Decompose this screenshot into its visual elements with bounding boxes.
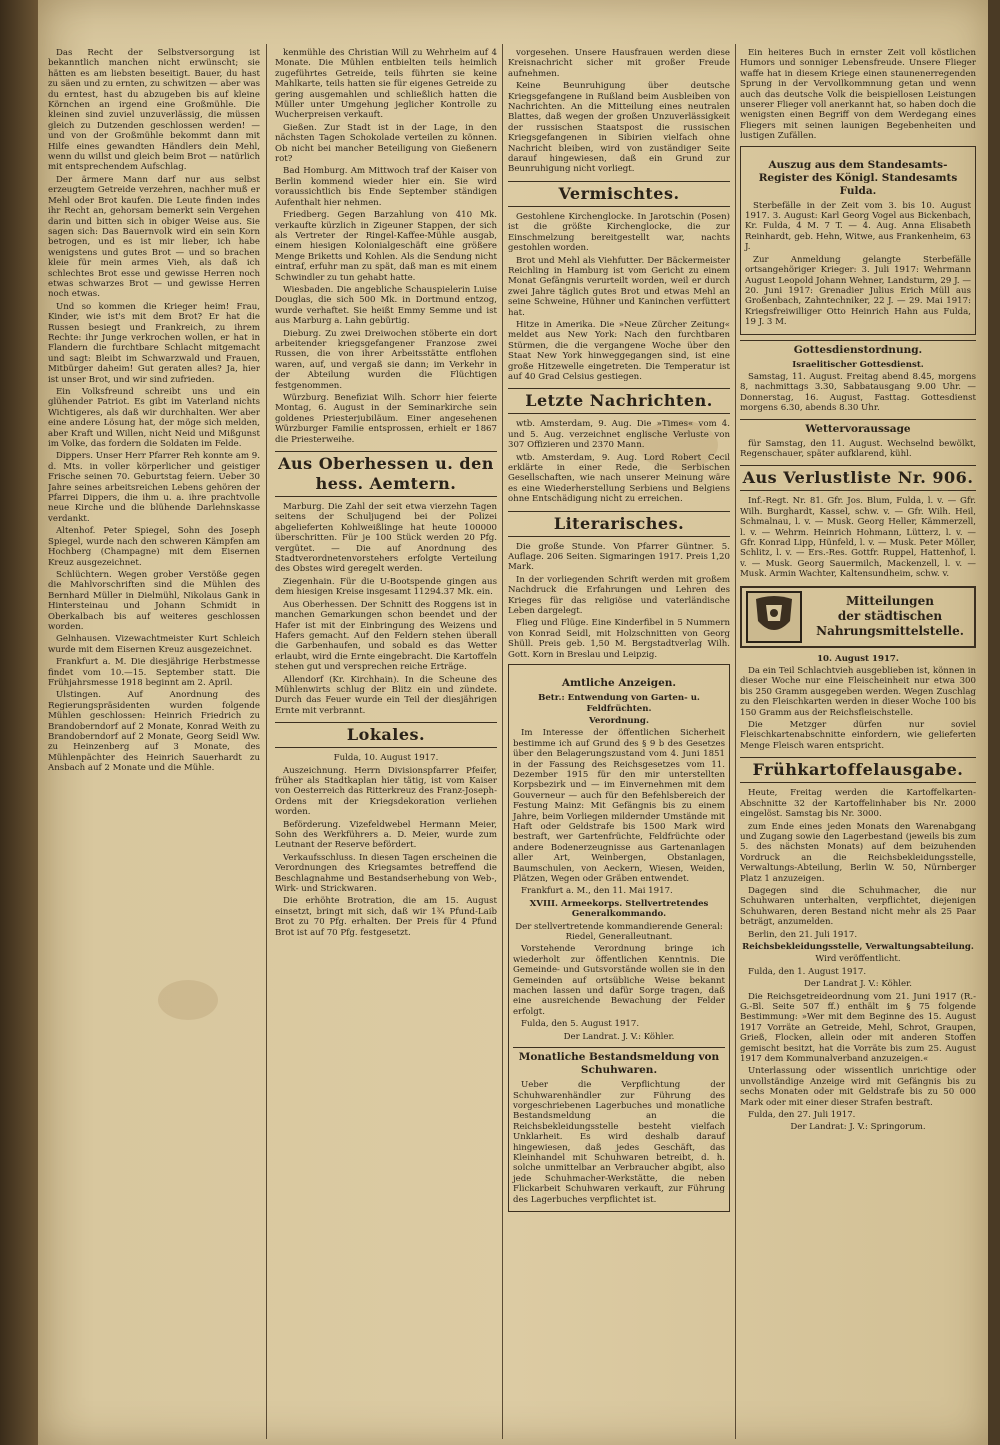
section-heading-amtliche-anzeigen: Amtliche Anzeigen. — [561, 677, 677, 690]
section-heading-letzte-nachrichten: Letzte Nachrichten. — [508, 388, 730, 414]
notice-signature: Der Landrat: J. V.: Springorum. — [790, 1122, 926, 1133]
wire-report: wtb. Amsterdam, 9. Aug. Lord Robert Cecil erklärte in einer Rede, die Serbischen Gesellschaften, wie nach unserer Meinung wäre es eine Wiederherstellung Serbiens und Belgiens ohne Entschädigung nicht zu erreichen. — [508, 452, 730, 505]
news-marburg: Marburg. Die Zahl der seit etwa vierzehn Tagen seitens der Schuljugend bei der Polizei abgelieferten Kohlweißlinge hat heute 100000 überschritten. Für je 100 Stück werden 20 Pfg. vergütet. — Die auf Anordnung des Stadtverordnetenvorstehers erfolgte Verteilung des Obstes wird geregelt werden. — [275, 502, 497, 575]
book-promo: Ein heiteres Buch in ernster Zeit voll köstlichen Humors und sonniger Lebensfreude. Unsere Flieger waffe hat in diesem Kriege einen staunenerregenden Sprung in der Vervollkommnung getan und wenn auch das deutsche Volk die beispiellosen Leistungen unserer Flieger voll anerkannt hat, so haben doch die wenigsten einen Begriff von dem Werdegang eines Fliegers mit seinen launigen Begebenheiten und lustigen Zufällen. — [740, 48, 976, 142]
section-heading-wetter: Wettervoraussage — [740, 419, 976, 436]
column-rule — [502, 44, 503, 1439]
section-heading-oberhessen: Aus Oberhessen u. den hess. Aemtern. — [275, 451, 497, 497]
notice-text: Im Interesse der öffentlichen Sicherheit bestimme ich auf Grund des § 9 b des Gesetzes über den Belagerungszustand vom 4. Juni 1851 in der Fassung des Reichsgesetzes vom 11. Dezember 1915 für den mir unterstellten Korpsbezirk und — im Einvernehmen mit dem Gouverneur — auch für den Befehlsbereich der Festung Mainz: Mit Gefängnis bis zu einem Jahre, beim Vorliegen mildernder Umstände mit Haft oder Geldstrafe bis 1500 Mark wird bestraft, wer Gartenfrüchte, Feldfrüchte oder andere Bodenerzeugnisse aus Gartenanlagen aller Art, Weinbergen, Obstanlagen, Baumschulen, von Aeckern, Wiesen, Weiden, Plätzen, Wegen oder Gräben entwendet. — [513, 728, 725, 884]
column-rule — [735, 44, 736, 1439]
official-notice-box — [508, 664, 730, 1212]
notice-signature: Der Landrat J. V.: Köhler. — [803, 979, 913, 990]
local-news-dippers: Dippers. Unser Herr Pfarrer Reh konnte am 9. d. Mts. in voller körperlicher und geistiger Frische seinen 70. Geburtstag feiern. Ueber 30 Jahre seines arbeitsreichen Lebens gehören der Pfarrei Dippers, die ihm u. a. ihre prachtvolle neue Kirche und die blühende Darlehnskasse verdankt. — [48, 451, 260, 524]
notice-dateline: Berlin, den 21. Juli 1917. — [748, 929, 858, 940]
article-paragraph: Ein Volksfreund schreibt uns und ein glühender Patriot. Es gibt im Vaterland nichts Wichtigeres, als daß wir durchhalten. Wer aber eine andere Lösung hat, der möge sich melden, aber Kraft und Willen, nicht Neid und Mißgunst im Volke, das fordern die Soldaten im Felde. — [48, 387, 260, 450]
butcher-notice: Die Metzger dürfen nur soviel Fleischkartenabschnitte einfordern, wie gelieferten Menge Fleisch waren entspricht. — [740, 720, 976, 751]
local-news-gelnhausen: Gelnhausen. Vizewachtmeister Kurt Schleich wurde mit dem Eisernen Kreuz ausgezeichnet. — [48, 634, 260, 655]
article-paragraph: Das Recht der Selbstversorgung ist bekanntlich manchen nicht erwünscht; sie hätten es am liebsten beseitigt. Bauer, du hast zu säen und zu ernten, zu schwitzen — aber was du erntest, hast du abzugeben bis auf kleine Körnchen an irgend eine Großmühle. Die kleinen sind zuviel unzuverlässig, die müssen gleich zu Dutzenden geschlossen werden! — und von der Großmühle bekommt dann mit Hilfe eines gewandten Händlers dein Mehl, wenn du willst und gleich beim Brot — natürlich mit entsprechendem Aufschlag. — [48, 48, 260, 173]
notice-signature: Der Landrat. J. V.: Köhler. — [563, 1031, 675, 1042]
potato-distribution: Heute, Freitag werden die Kartoffelkarten-Abschnitte 32 der Kartoffelinhaber bis Nr. 2000 eingelöst. Samstag bis Nr. 3000. — [740, 788, 976, 820]
notice-date: 10. August 1917. — [817, 653, 899, 664]
misc-viehfutter: Brot und Mehl als Viehfutter. Der Bäckermeister Reichling in Hamburg ist vom Gericht zu einem Monat Gefängnis verurteilt worden, weil er durch zwei Jahre täglich gutes Brot und etwas Mehl an seine Schweine, Hühner und Kaninchen verfüttert hat. — [508, 255, 730, 318]
heraldic-emblem-icon — [746, 591, 802, 643]
misc-hitze-amerika: Hitze in Amerika. Die »Neue Zürcher Zeitung« meldet aus New York: Nach den furchtbaren Stürmen, die die vergangene Woche über den Staat New York hinweggegangen sind, ist eine große Hitzewelle eingetreten. Die Temperatur ist auf 40 Grad Celsius gestiegen. — [508, 319, 730, 382]
news-allendorf: Allendorf (Kr. Kirchhain). In die Scheune des Mühlenwirts schlug der Blitz ein und zündete. Durch das Feuer wurde ein Teil der diesjährigen Ernte mit verbrannt. — [275, 674, 497, 716]
section-heading-fruehkartoffel: Frühkartoffelausgabe. — [740, 757, 976, 783]
book-review-title: Die große Stunde. Von Pfarrer Güntner. 5. Auflage. 206 Seiten. Sigmaringen 1917. Preis 1,20 Mark. — [508, 541, 730, 573]
notice-signature: Reichsbekleidungsstelle, Verwaltungsabteilung. — [742, 941, 974, 952]
column-1 — [48, 48, 260, 1433]
section-heading-vermischtes: Vermischtes. — [508, 181, 730, 207]
section-heading-lokales: Lokales. — [275, 722, 497, 748]
weather-forecast: für Samstag, den 11. August. Wechselnd bewölkt, Regenschauer, später aufklarend, kühl. — [740, 438, 976, 459]
section-heading-schuhwaren: Monatliche Bestandsmeldung von Schuhwaren. — [513, 1047, 725, 1077]
local-news-frankfurt: Frankfurt a. M. Die diesjährige Herbstmesse findet vom 10.—15. September statt. Die Frühjahrsmesse 1918 beginnt am 2. April. — [48, 657, 260, 688]
section-heading-literarisches: Literarisches. — [508, 511, 730, 537]
article-paragraph: Und so kommen die Krieger heim! Frau, Kinder, wie ist's mit dem Brot? Er hat die Russen besiegt und Frankreich, zu ihrem Rechte: ihr Junge verkrochen wollen, er hat in Flandern die furchtbare Schlacht mitgemacht und sagt: Bleibt im Schwarzwald und Frauen, Mitbürger daheim! Gut geraten alles? Ja, hier ist unser Brot, und wir sind zufrieden. — [48, 301, 260, 385]
subheading-israelitisch: Israelitischer Gottesdienst. — [792, 359, 924, 370]
column-4 — [740, 48, 976, 1433]
article-paragraph: vorgesehen. Unsere Hausfrauen werden diese Kreisnachricht sicher mit großer Freude aufnehmen. — [508, 48, 730, 79]
notice-signature: Der stellvertretende kommandierende General: Riedel, Generalleutnant. — [515, 921, 723, 943]
news-giessen: Gießen. Zur Stadt ist in der Lage, in den nächsten Tagen Schokolade verteilen zu können. Ob nicht bei mancher Beteiligung von Gießenern rot? — [275, 122, 497, 165]
news-friedberg: Friedberg. Gegen Barzahlung von 410 Mk. verkaufte kürzlich in Zigeuner Stappen, der sich als Vertreter der Ringel-Kaffee-Mühle ausgab, einem hiesigen Kolonialgeschäft eine größere Menge Briketts und Kohlen. Als die Sendung nicht eintraf, erfuhr man zu spät, daß man es mit einem Schwindler zu tun gehabt hatte. — [275, 210, 497, 283]
notice-text: Die Reichsgetreideordnung vom 21. Juni 1917 (R.-G.-Bl. Seite 507 ff.) enthält im § 75 folgende Bestimmung: »Wer mit dem Beginne des 15. August 1917 Vorräte an Getreide, Mehl, Schrot, Graupen, Grieß, Flocken, allein oder mit anderen Stoffen gemischt besitzt, hat die Vorräte bis zum 25. August 1917 dem Kommunalverband anzuzeigen.« — [740, 991, 976, 1065]
notice-dateline: Frankfurt a. M., den 11. Mai 1917. — [521, 886, 673, 897]
news-wiesbaden: Wiesbaden. Die angebliche Schauspielerin Luise Douglas, die sich 500 Mk. in Dortmund entzog, wurde verhaftet. Sie heißt Emmy Semme und ist aus Marburg a. Lahn gebürtig. — [275, 284, 497, 327]
local-brotration: Die erhöhte Brotration, die am 15. August einsetzt, bringt mit sich, daß wir 1¾ Pfund-Laib Brot zu 70 Pfg. erhalten. Der Preis für 4 Pfund Brot ist auf 70 Pfg. festgesetzt. — [275, 896, 497, 938]
section-heading-gottesdienst: Gottesdienstordnung. — [740, 340, 976, 357]
registry-soldiers: Zur Anmeldung gelangte Sterbefälle ortsangehöriger Krieger: 3. Juli 1917: Wehrmann August Leopold Johann Wehner, Landsturm, 29 J. — 20. Juni 1917: Grenadier Julius Erich Müll aus Großenbach, Zahntechniker, 22 J. — 29. Mai 1917: Kriegsfreiwilliger Otto Heinrich Hahn aus Fulda, 19 J. 3 M. — [745, 254, 971, 328]
local-news-usingen: Ulstingen. Auf Anordnung des Regierungspräsidenten wurden folgende Mühlen geschlossen: Heinrich Friedrich zu Brandoberndorf auf 2 Monate, Konrad Weith zu Brandoberndorf auf 2 Monate, Georg Seidl Ww. zu Heinzenberg auf 3 Monate, des Mühlenpächter des Heinrich Sauerhardt zu Ansbach auf 2 Monate und die Mühle. — [48, 690, 260, 774]
registry-deaths: Sterbefälle in der Zeit vom 3. bis 10. August 1917. 3. August: Karl Georg Vogel aus Bickenbach, Kr. Fulda, 4 M. 7 T. — 4. Aug. Anna Elisabeth Reinhardt, geb. Hehn, Witwe, aus Frankenheim, 63 J. — [745, 200, 971, 253]
news-ziegenhain: Ziegenhain. Für die U-Bootspende gingen aus dem hiesigen Kreise insgesamt 11294.37 Mk. ein. — [275, 576, 497, 598]
news-wuerzburg: Würzburg. Benefiziat Wilh. Schorr hier feierte Montag, 6. August in der Seminarkirche sein goldenes Priesterjubiläum. Einer angesehenen Würzburger Familie entsprossen, erhielt er 1867 die Priesterweihe. — [275, 393, 497, 445]
misc-kirchenglocke: Gestohlene Kirchenglocke. In Jarotschin (Posen) ist die größte Kirchenglocke, die zur Einschmelzung bereitgestellt war, nachts gestohlen worden. — [508, 211, 730, 254]
casualty-list: Inf.-Regt. Nr. 81. Gfr. Jos. Blum, Fulda, l. v. — Gfr. Wilh. Burghardt, Kassel, schw. v. — Gfr. Wilh. Heil, Schmalnau, l. v. — Musk. Georg Heller, Kämmerzell, l. v. — Wehrm. Heinrich Hohmann, Lütterz, l. v. — Gfr. Konrad Lipp, Hünfeld, l. v. — Musk. Peter Möller, Schlitz, l. v. — Ers.-Res. Gottfr. Ruppel, Hattenhof, l. v. — Musk. Georg Sauermilch, Mackenzell, l. v. — Musk. Armin Wachter, Kaltensundheim, schw. v. — [740, 496, 976, 580]
notice-type: Verordnung. — [589, 715, 649, 726]
dateline: Fulda, 10. August 1917. — [333, 753, 439, 764]
notice-dateline: Fulda, den 5. August 1917. — [521, 1019, 640, 1030]
notice-subject: Betr.: Entwendung von Garten- u. Feldfrüchten. — [538, 693, 700, 714]
notice-text: zum Ende eines jeden Monats den Warenabgang und Zugang sowie den Lagerbestand (jeweils bis zum 5. des nächsten Monats) auf dem beizuhenden Vordruck an die Reichsbekleidungsstelle, Verwaltungs-Abteilung, Berlin W. 50, Nürnberger Platz 1 anzuzeigen. — [740, 821, 976, 884]
registry-box — [740, 146, 976, 335]
wire-report: wtb. Amsterdam, 9. Aug. Die »Times« vom 4. und 5. Aug. verzeichnet englische Verluste von 307 Offizieren und 2370 Mann. — [508, 419, 730, 451]
news-oberhessen: Aus Oberhessen. Der Schnitt des Roggens ist in manchen Gemarkungen schon beendet und der Hafer ist mit der Einbringung des Weizens und Hafers gemacht. Auf den Feldern stehen überall die Garbenhaufen, und sobald es das Wetter erlaubt, wird die Ernte eingebracht. Die Kartoffeln stehen gut und versprechen reiche Erträge. — [275, 599, 497, 673]
news-dieburg: Dieburg. Zu zwei Dreiwochen stöberte ein dort arbeitender kriegsgefangener Franzose zwei Russen, die von ihrer Arbeitsstätte entflohen waren, auf, und vergaß sie dann; im Verkehr in der Abteilung wurden die Flüchtigen festgenommen. — [275, 328, 497, 391]
news-bad-homburg: Bad Homburg. Am Mittwoch traf der Kaiser von Berlin kommend wieder hier ein. Sie wird voraussichtlich bis Ende September ständigen Aufenthalt hier nehmen. — [275, 166, 497, 208]
column-3 — [508, 48, 730, 1433]
notice-text: Unterlassung oder wissentlich unrichtige oder unvollständige Anzeige wird mit Gefängnis bis zu sechs Monaten oder mit Geldstrafe bis zu 50 000 Mark oder mit einer dieser Strafen bestraft. — [740, 1066, 976, 1108]
newspaper-page — [38, 0, 988, 1445]
section-heading-standesamt: Auszug aus dem Standesamts-Register des Königl. Standesamts Fulda. — [758, 158, 958, 197]
column-2 — [275, 48, 497, 1433]
banner-title — [810, 594, 970, 639]
notice-signature: XVIII. Armeekorps. Stellvertretendes Generalkommando. — [529, 898, 709, 920]
banner-line: der städtischen — [837, 609, 943, 624]
column-rule — [266, 44, 267, 1439]
notice-text: Dagegen sind die Schuhmacher, die nur Schuhwaren unterhalten, verpflichtet, diejenigen Schuhwaren, deren Bestand nicht mehr als 25 Paar beträgt, anzumelden. — [740, 885, 976, 928]
notice-dateline: Fulda, den 1. August 1917. — [748, 966, 867, 977]
local-auszeichnung: Auszeichnung. Herrn Divisionspfarrer Pfeifer, früher als Stadtkaplan hier tätig, ist vom Kaiser von Oesterreich das Ritterkreuz des Franz-Joseph-Ordens mit der Kriegsdekoration verliehen worden. — [275, 765, 497, 818]
meat-ration-notice: Da ein Teil Schlachtvieh ausgeblieben ist, können in dieser Woche nur eine Fleischeinheit nur etwa 300 bis 250 Gramm ausgegeben werden. Wegen Zuschlag zu den Fleischkarten werden in dieser Woche 100 bis 150 Gramm aus der Reichsfleischstelle. — [740, 666, 976, 718]
article-paragraph: kenmühle des Christian Will zu Wehrheim auf 4 Monate. Die Mühlen entbielten teils heimlich zugeführtes Getreide, teils führten sie keine Mahlkarte, teils hatten sie für eigenes Getreide zu gering ausgemahlen und schließlich hatten die Müller unter Umgehung jeglicher Kontrolle zu Wucherpreisen verkauft. — [275, 48, 497, 121]
banner-line: Mitteilungen — [846, 594, 934, 609]
article-paragraph: Der ärmere Mann darf nur aus selbst erzeugtem Getreide verzehren, nachher muß er Mehl oder Brot kaufen. Die Leute finden indes ihr Recht an, gehorsam bemerkt sein Vergehen darin und bitten sich in obiger Weise aus. Sie sagen sich: Das Bauernvolk wird ein sein Korn betrogen, und es ist mir lieber, ich habe wenigstens und gutes Brot — und so brachen kleie für mein armes Vieh, als daß ich schlechtes Brot esse und gewisse Herren noch etwas schwarzes Brot — und gewisse Herren noch etwas. — [48, 174, 260, 300]
section-heading-verlustliste: Aus Verlustliste Nr. 906. — [740, 465, 976, 491]
notice-text: Ueber die Verpflichtung der Schuhwarenhändler zur Führung des vorgeschriebenen Lagerbuches und monatliche Bestandsmeldung an die Reichsbekleidungsstelle besteht vielfach Unklarheit. Es wird deshalb darauf hingewiesen, daß jedes Geschäft, das Kleinhandel mit Schuhwaren betreibt, d. h. solche unmittelbar an Verbraucher abgibt, also jede Schuhmacher-Werkstätte, die neben Flickarbeit Schuhwaren verkauft, zur Führung des Lagerbuches verpflichtet ist. — [513, 1080, 725, 1205]
book-review-text: In der vorliegenden Schrift werden mit großem Nachdruck die Erfahrungen und Lehren des Krieges für das religiöse und vaterländische Leben dargelegt. — [508, 574, 730, 617]
notice-text: Wird veröffentlicht. — [815, 954, 901, 965]
local-verkaufsschluss: Verkaufsschluss. In diesen Tagen erscheinen die Verordnungen des Kriegsamtes betreffend die Beschlagnahme und Bestandserhebung von Web-, Wirk- und Strickwaren. — [275, 852, 497, 895]
article-kriegsgefangene: Keine Beunruhigung über deutsche Kriegsgefangene in Rußland beim Ausbleiben von Nachrichten. An die Mitteilung eines neutralen Blattes, daß wegen der großen Unzuverlässigkeit der russischen Staatspost die russischen Kriegsgefangenen in Sibirien vielfach ohne Nachricht bleiben, wird von zuständiger Seite darauf hingewiesen, daß ein Grund zur Beunruhigung nicht vorliegt. — [508, 81, 730, 175]
book-review-title: Flieg und Flüge. Eine Kinderfibel in 5 Nummern von Konrad Seidl, mit Holzschnitten von Georg Shüll. Preis geb. 1,50 M. Bergstadtverlag Wilh. Gott. Korn in Breslau und Leipzig. — [508, 618, 730, 660]
local-befoerderung: Beförderung. Vizefeldwebel Hermann Meier, Sohn des Werkführers a. D. Meier, wurde zum Leutnant der Reserve befördert. — [275, 819, 497, 851]
local-news-altenhof: Altenhof. Peter Spiegel, Sohn des Joseph Spiegel, wurde nach den schweren Kämpfen am Hochberg (Champagne) mit dem Eisernen Kreuz ausgezeichnet. — [48, 526, 260, 568]
nahrungsmittelstelle-banner — [740, 586, 976, 648]
notice-dateline: Fulda, den 27. Juli 1917. — [748, 1110, 856, 1121]
binding-gutter — [0, 0, 38, 1445]
banner-line: Nahrungsmittelstelle. — [816, 624, 964, 639]
local-news-schluechtern: Schlüchtern. Wegen grober Verstöße gegen die Mahlvorschriften sind die Mühlen des Bernhard Müller in Dielmühl, Nikolaus Gank in Hintersteinau und Johann Schmidt in Oberkalbach bis auf weiteres geschlossen worden. — [48, 569, 260, 632]
notice-text: Vorstehende Verordnung bringe ich wiederholt zur öffentlichen Kenntnis. Die Gemeinde- und Gutsvorstände wollen sie in den Gemeinden auf ortsübliche Weise bekannt machen lassen und dafür Sorge tragen, daß eine ausreichende Bewachung der Felder erfolgt. — [513, 944, 725, 1017]
service-times: Samstag, 11. August. Freitag abend 8.45, morgens 8, nachmittags 3.30, Sabbatausgang 9.00 Uhr. — Donnerstag, 16. August, Fasttag. Gottesdienst morgens 6.30, abends 8.30 Uhr. — [740, 371, 976, 414]
